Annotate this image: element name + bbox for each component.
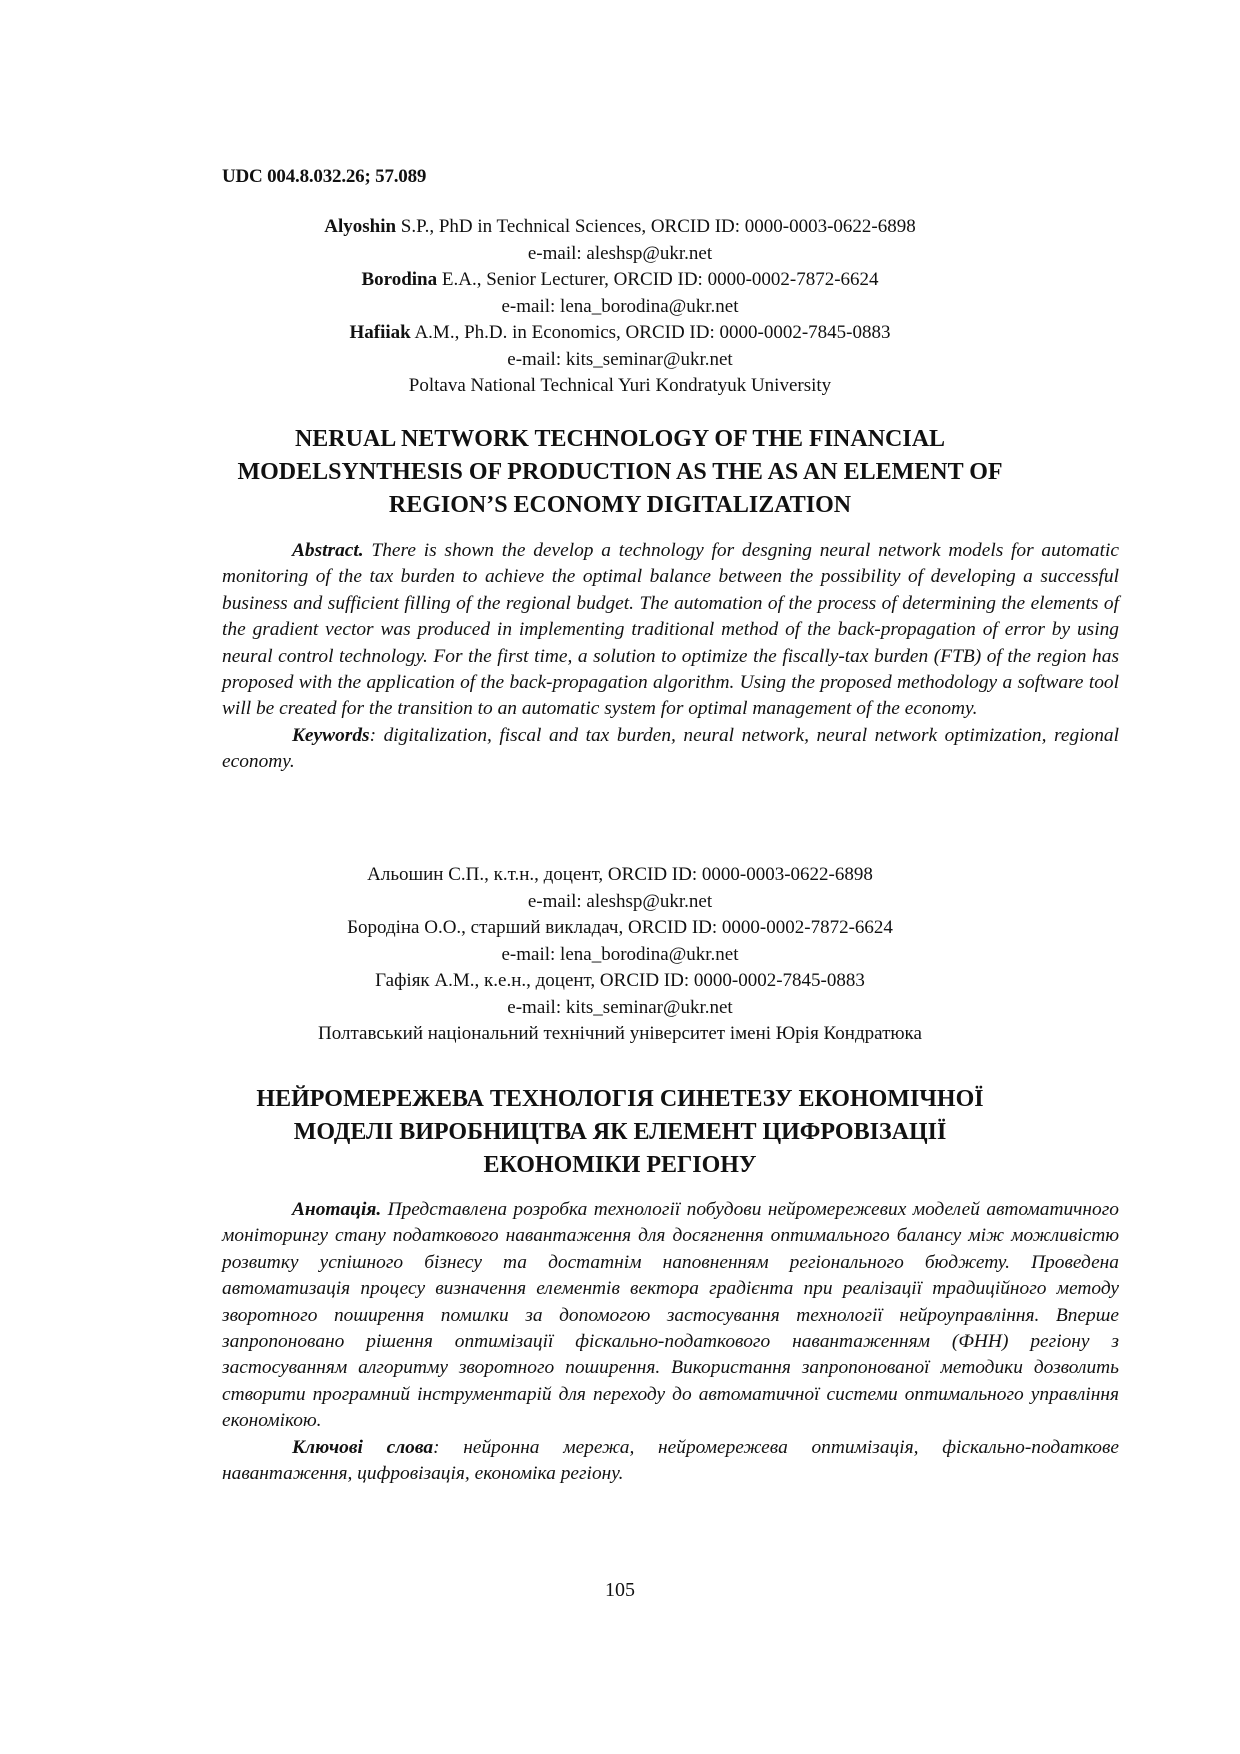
- authors-block-en: [150, 214, 1090, 400]
- affiliation: Полтавський національний технічний університет імені Юрія Кондратюка: [318, 1023, 922, 1044]
- author-email: e-mail: lena_borodina@ukr.net: [501, 295, 739, 317]
- author-email: e-mail: lena_borodina@ukr.net: [501, 943, 739, 965]
- author-details: A.M., Ph.D. in Economics, ORCID ID: 0000-0002-7845-0883: [410, 322, 891, 343]
- affiliation: Poltava National Technical Yuri Kondratyuk University: [408, 375, 832, 396]
- paper-title-en: [150, 423, 1090, 522]
- keywords-paragraph: [222, 723, 1119, 776]
- author-details: S.P., PhD in Technical Sciences, ORCID ID: 0000-0003-0622-6898: [396, 216, 916, 237]
- abstract-paragraph: [222, 538, 1119, 723]
- keywords-paragraph: [222, 1435, 1119, 1488]
- author-line: [150, 267, 1090, 294]
- abstract-label: Abstract.: [292, 540, 364, 561]
- author-line: [150, 214, 1090, 241]
- author-line: [150, 320, 1090, 347]
- author-line: Гафіяк А.М., к.е.н., доцент, ORCID ID: 0000-0002-7845-0883: [375, 970, 865, 991]
- title-line: MODELSYNTHESIS OF PRODUCTION AS THE AS AN ELEMENT OF: [237, 459, 1003, 485]
- authors-block-ua: [150, 862, 1090, 1048]
- author-email: e-mail: kits_seminar@ukr.net: [507, 996, 733, 1018]
- author-line: Бородіна О.О., старший викладач, ORCID ID: 0000-0002-7872-6624: [347, 917, 893, 938]
- abstract-en: [222, 538, 1119, 776]
- abstract-label: Анотація.: [292, 1199, 382, 1220]
- abstract-text: Представлена розробка технології побудови нейромережевих моделей автоматичного моніторингу стану податкового навантаження для досягнення оптимального балансу між можливістю розвитку успішного бізнесу та достатнім наповненням регіонального бюджету. Проведена автоматизація процесу визначення елементів вектора градієнта при реалізації традиційного методу зворотного поширення помилки за допомогою застосування технології нейроуправління. Вперше запропоновано рішення оптимізації фіскально-податкового навантаженням (ФНН) регіону з застосуванням алгоритму зворотного поширення. Використання запропонованої методики дозволить створити програмний інструментарій для переходу до автоматичної системи оптимального управління економікою.: [222, 1199, 1119, 1432]
- keywords-label: Keywords: [292, 724, 370, 746]
- author-name: Borodina: [361, 269, 438, 290]
- author-line: Альошин С.П., к.т.н., доцент, ORCID ID: 0000-0003-0622-6898: [367, 864, 873, 885]
- udc-code: UDC 004.8.032.26; 57.089: [222, 166, 427, 187]
- author-email: e-mail: kits_seminar@ukr.net: [507, 348, 733, 370]
- author-email: e-mail: aleshsp@ukr.net: [527, 242, 713, 264]
- title-line: МОДЕЛІ ВИРОБНИЦТВА ЯК ЕЛЕМЕНТ ЦИФРОВІЗАЦІЇ: [293, 1119, 947, 1145]
- title-line: REGION’S ECONOMY DIGITALIZATION: [388, 492, 852, 518]
- title-line: НЕЙРОМЕРЕЖЕВА ТЕХНОЛОГІЯ СИНЕТЕЗУ ЕКОНОМІЧНОЇ: [256, 1086, 984, 1112]
- title-line: NERUAL NETWORK TECHNOLOGY OF THE FINANCIAL: [294, 426, 946, 452]
- author-email: e-mail: aleshsp@ukr.net: [527, 890, 713, 912]
- author-name: Hafiiak: [349, 322, 411, 343]
- abstract-paragraph: [222, 1197, 1119, 1435]
- author-details: E.A., Senior Lecturer, ORCID ID: 0000-0002-7872-6624: [437, 269, 879, 290]
- keywords-label: Ключові слова: [292, 1436, 434, 1458]
- page-number: 105: [605, 1579, 635, 1601]
- keywords-text: : digitalization, fiscal and tax burden, neural network, neural network optimization, regional economy.: [222, 724, 1119, 773]
- title-line: ЕКОНОМІКИ РЕГІОНУ: [483, 1152, 757, 1178]
- keywords-text: : нейронна мережа, нейромережева оптимізація, фіскально-податкове навантаження, цифровізація, економіка регіону.: [222, 1436, 1119, 1485]
- author-name: Alyoshin: [324, 216, 397, 237]
- paper-title-ua: [150, 1083, 1090, 1182]
- abstract-text: There is shown the develop a technology for desgning neural network models for automatic monitoring of the tax burden to achieve the optimal balance between the possibility of developing a successful business and sufficient filling of the regional budget. The automation of the process of determining the elements of the gradient vector was produced in implementing traditional method of the back-propagation of error by using neural control technology. For the first time, a solution to optimize the fiscally-tax burden (FTB) of the region has proposed with the application of the back-propagation algorithm. Using the proposed methodology a software tool will be created for the transition to an automatic system for optimal management of the economy.: [222, 540, 1119, 720]
- abstract-ua: [222, 1197, 1119, 1487]
